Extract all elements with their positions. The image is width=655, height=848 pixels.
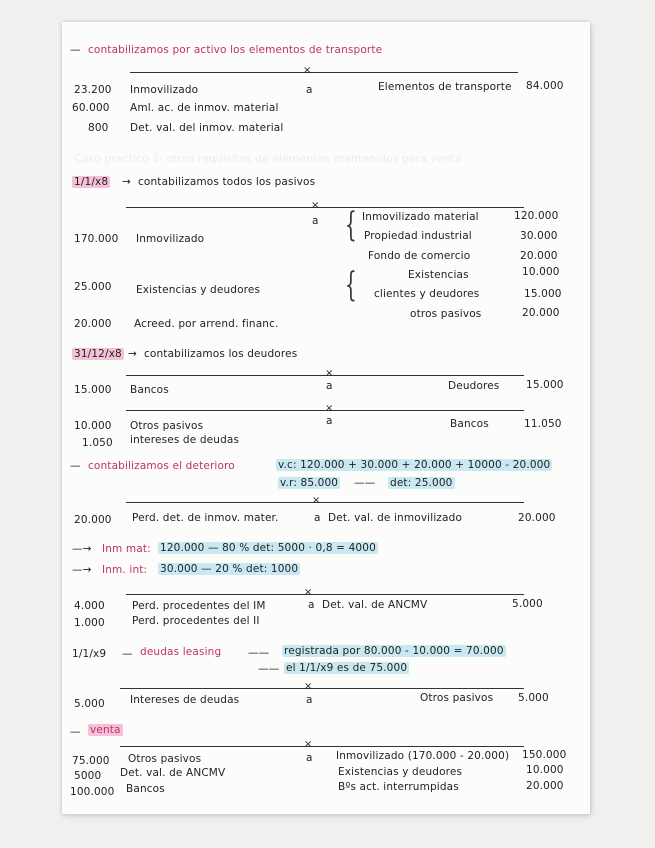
- entry-date: 1/1/x8: [74, 176, 109, 188]
- credit-account: Otros pasivos: [420, 692, 494, 704]
- debit-amount: 170.000: [74, 233, 119, 245]
- bleed-through-text: Caso practico 1: otros requisitos de elementos mantenidos para venta: [74, 152, 462, 165]
- credit-account: Existencias y deudores: [338, 766, 463, 778]
- separator-x-icon: ×: [303, 65, 312, 76]
- section-heading: venta: [90, 724, 121, 736]
- entry-date: 1/1/x9: [72, 648, 107, 660]
- debit-account: Otros pasivos: [128, 753, 202, 765]
- a-connector: a: [314, 512, 321, 524]
- debit-amount: 800: [88, 122, 109, 134]
- arrow-icon: —: [70, 460, 81, 472]
- credit-account: Det. val. de inmovilizado: [328, 512, 463, 524]
- debit-account: Existencias y deudores: [136, 284, 261, 296]
- debit-amount: 60.000: [72, 102, 110, 114]
- debit-amount: 15.000: [74, 384, 112, 396]
- credit-amount: 30.000: [520, 230, 558, 242]
- calc-note: el 1/1/x9 es de 75.000: [286, 662, 408, 674]
- left-brace-icon: {: [344, 205, 357, 245]
- a-connector: a: [326, 380, 333, 392]
- calc-note: v.c: 120.000 + 30.000 + 20.000 + 10000 - 20.000: [278, 459, 551, 471]
- left-brace-icon: {: [344, 265, 357, 305]
- arrow-icon: ——: [248, 647, 270, 659]
- debit-account: Det. val. de ANCMV: [120, 767, 226, 779]
- calc-note: 30.000 — 20 % det: 1000: [160, 563, 299, 575]
- debit-account: Bancos: [130, 384, 169, 396]
- calc-note: 120.000 — 80 % det: 5000 · 0,8 = 4000: [160, 542, 376, 554]
- debit-amount: 5.000: [74, 698, 105, 710]
- journal-rule: [126, 502, 524, 503]
- debit-amount: 20.000: [74, 318, 112, 330]
- credit-account: Deudores: [448, 380, 500, 392]
- journal-rule: [130, 72, 518, 73]
- section-heading: deudas leasing: [140, 646, 222, 658]
- calc-note: v.r: 85.000: [280, 477, 339, 489]
- credit-account: clientes y deudores: [374, 288, 480, 300]
- debit-account: Inmovilizado: [136, 233, 205, 245]
- arrow-icon: →: [128, 348, 137, 360]
- credit-amount: 15.000: [526, 379, 564, 391]
- credit-amount: 20.000: [518, 512, 556, 524]
- credit-account: Elementos de transporte: [378, 81, 512, 93]
- debit-amount: 75.000: [72, 755, 110, 767]
- debit-amount: 23.200: [74, 84, 112, 96]
- separator-x-icon: ×: [325, 368, 334, 379]
- credit-amount: 11.050: [524, 418, 562, 430]
- arrow-icon: ——: [354, 477, 376, 489]
- arrow-icon: —: [70, 726, 81, 738]
- credit-account: Bancos: [450, 418, 489, 430]
- credit-account: Inmovilizado (170.000 - 20.000): [336, 750, 510, 762]
- debit-amount: 20.000: [74, 514, 112, 526]
- arrow-icon: —→: [72, 564, 92, 576]
- journal-rule: [126, 594, 524, 595]
- credit-amount: 20.000: [526, 780, 564, 792]
- section-heading: contabilizamos todos los pasivos: [138, 176, 316, 188]
- debit-amount: 25.000: [74, 281, 112, 293]
- journal-rule: [120, 688, 524, 689]
- calc-label: Inm. int:: [102, 564, 148, 576]
- debit-account: Det. val. del inmov. material: [130, 122, 284, 134]
- debit-account: Acreed. por arrend. financ.: [134, 318, 279, 330]
- credit-account: otros pasivos: [410, 308, 482, 320]
- separator-x-icon: ×: [311, 200, 320, 211]
- journal-rule: [120, 746, 524, 747]
- credit-amount: 10.000: [522, 266, 560, 278]
- credit-amount: 120.000: [514, 210, 559, 222]
- section-heading: contabilizamos por activo los elementos de transporte: [88, 44, 383, 56]
- credit-account: Det. val. de ANCMV: [322, 599, 428, 611]
- credit-account: Fondo de comercio: [368, 250, 471, 262]
- calc-label: Inm mat:: [102, 543, 151, 555]
- arrow-icon: →: [122, 176, 131, 188]
- credit-amount: 84.000: [526, 80, 564, 92]
- separator-x-icon: ×: [325, 403, 334, 414]
- a-connector: a: [326, 415, 333, 427]
- arrow-icon: —: [70, 44, 81, 56]
- separator-x-icon: ×: [304, 739, 313, 750]
- journal-rule: [126, 207, 524, 208]
- section-heading: contabilizamos el deterioro: [88, 460, 235, 472]
- debit-account: Perd. det. de inmov. mater.: [132, 512, 279, 524]
- debit-amount: 5000: [74, 770, 102, 782]
- credit-amount: 20.000: [520, 250, 558, 262]
- debit-amount: 1.000: [74, 617, 105, 629]
- section-heading: contabilizamos los deudores: [144, 348, 298, 360]
- entry-date: 31/12/x8: [74, 348, 122, 360]
- credit-amount: 5.000: [512, 598, 543, 610]
- a-connector: a: [306, 752, 313, 764]
- debit-amount: 100.000: [70, 786, 115, 798]
- credit-account: Propiedad industrial: [364, 230, 472, 242]
- separator-x-icon: ×: [304, 587, 313, 598]
- debit-account: intereses de deudas: [130, 434, 240, 446]
- notebook-page: [62, 22, 590, 814]
- credit-account: Existencias: [408, 269, 469, 281]
- debit-account: Perd. procedentes del II: [132, 615, 260, 627]
- credit-account: Bºs act. interrumpidas: [338, 781, 459, 793]
- a-connector: a: [312, 215, 319, 227]
- debit-account: Perd. procedentes del IM: [132, 600, 266, 612]
- credit-account: Inmovilizado material: [362, 211, 479, 223]
- arrow-icon: —: [122, 648, 133, 660]
- arrow-icon: ——: [258, 663, 280, 675]
- separator-x-icon: ×: [312, 495, 321, 506]
- debit-amount: 4.000: [74, 600, 105, 612]
- separator-x-icon: ×: [304, 681, 313, 692]
- arrow-icon: —→: [72, 543, 92, 555]
- calc-note: det: 25.000: [390, 477, 453, 489]
- credit-amount: 10.000: [526, 764, 564, 776]
- debit-account: Inmovilizado: [130, 84, 199, 96]
- credit-amount: 15.000: [524, 288, 562, 300]
- debit-account: Otros pasivos: [130, 420, 204, 432]
- calc-note: registrada por 80.000 - 10.000 = 70.000: [284, 645, 504, 657]
- a-connector: a: [308, 599, 315, 611]
- credit-amount: 20.000: [522, 307, 560, 319]
- credit-amount: 5.000: [518, 692, 549, 704]
- credit-amount: 150.000: [522, 749, 567, 761]
- a-connector: a: [306, 694, 313, 706]
- debit-amount: 10.000: [74, 420, 112, 432]
- debit-account: Intereses de deudas: [130, 694, 240, 706]
- debit-amount: 1.050: [82, 437, 113, 449]
- debit-account: Aml. ac. de inmov. material: [130, 102, 279, 114]
- a-connector: a: [306, 84, 313, 96]
- debit-account: Bancos: [126, 783, 165, 795]
